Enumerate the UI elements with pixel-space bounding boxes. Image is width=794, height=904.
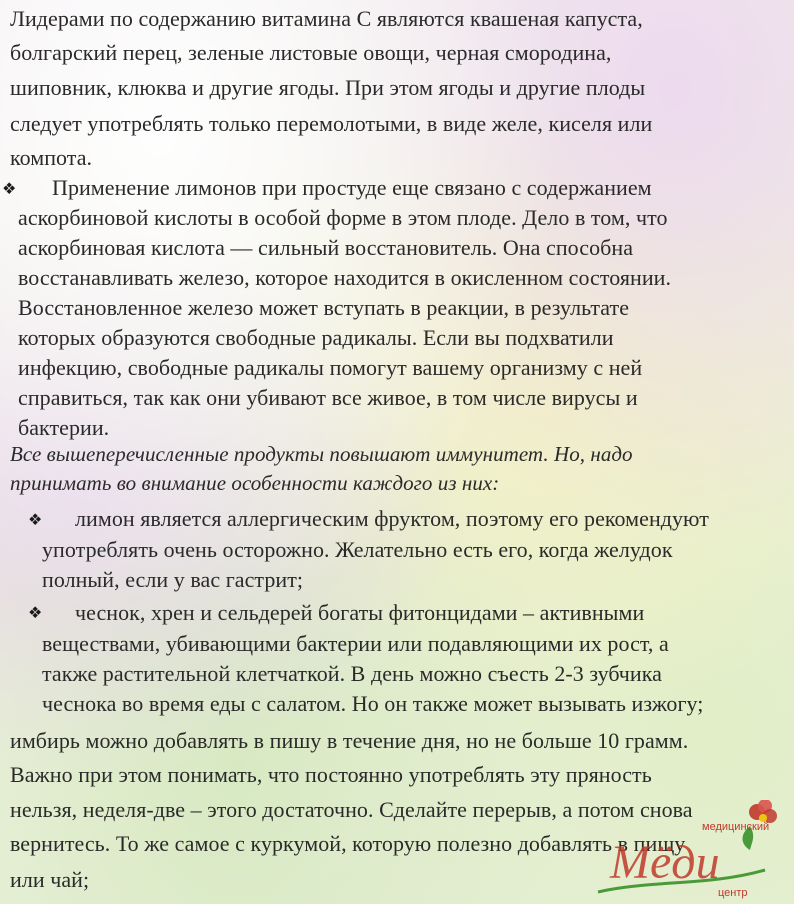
bullet-diamond-icon: ❖ bbox=[2, 179, 17, 198]
outro-line: имбирь можно добавлять в пишу в течение дня, но не больше 10 грамм. bbox=[10, 728, 689, 753]
outro-line: вернитесь. То же самое с куркумой, которую полезно добавлять в пищу bbox=[10, 831, 686, 856]
lemon-paragraph-line: инфекцию, свободные радикалы помогут вашему организму с ней bbox=[18, 355, 643, 380]
lemon-paragraph-line: Восстановленное железо может вступать в реакции, в результате bbox=[18, 295, 630, 320]
list-item-line: также растительной клетчаткой. В день можно съесть 2-3 зубчика bbox=[42, 661, 662, 686]
list-item-line: чеснок, хрен и сельдерей богаты фитонцидами – активными bbox=[75, 600, 645, 625]
lemon-paragraph-line: восстанавливать железо, которое находится в окисленном состоянии. bbox=[18, 265, 672, 290]
intro-line: Лидерами по содержанию витамина С являются квашеная капуста, bbox=[10, 6, 643, 31]
outro-line: или чай; bbox=[10, 867, 90, 892]
list-item-line: чеснока во время еды с салатом. Но он также может вызывать изжогу; bbox=[42, 691, 704, 716]
lemon-paragraph-line: аскорбиновой кислоты в особой форме в этом плоде. Дело в том, что bbox=[18, 205, 668, 230]
logo-bottom-text: центр bbox=[718, 887, 748, 899]
outro-line: нельзя, неделя-две – этого достаточно. Сделайте перерыв, а потом снова bbox=[10, 797, 693, 822]
logo-top-text: медицинский bbox=[702, 821, 770, 833]
logo-name-text: Мёди bbox=[610, 836, 720, 889]
lemon-paragraph-line: бактерии. bbox=[18, 415, 110, 440]
italic-note-line: Все вышеперечисленные продукты повышают иммунитет. Но, надо bbox=[10, 442, 633, 466]
list-item-line: лимон является аллергическим фруктом, поэтому его рекомендуют bbox=[75, 506, 709, 531]
outro-line: Важно при этом понимать, что постоянно употреблять эту пряность bbox=[10, 762, 652, 787]
intro-line: компота. bbox=[10, 145, 93, 170]
bullet-diamond-icon: ❖ bbox=[28, 510, 43, 529]
intro-line: шиповник, клюква и другие ягоды. При этом ягоды и другие плоды bbox=[10, 75, 646, 100]
intro-line: болгарский перец, зеленые листовые овощи, черная смородина, bbox=[10, 40, 612, 65]
lemon-paragraph-line: аскорбиновая кислота — сильный восстановитель. Она способна bbox=[18, 235, 634, 260]
medical-center-logo bbox=[590, 800, 790, 904]
list-item-line: веществами, убивающими бактерии или подавляющими их рост, а bbox=[42, 631, 669, 656]
lemon-paragraph-line: Применение лимонов при простуде еще связано с содержанием bbox=[52, 175, 652, 200]
bullet-diamond-icon: ❖ bbox=[28, 603, 43, 622]
list-item-line: употреблять очень осторожно. Желательно есть его, когда желудок bbox=[42, 537, 673, 562]
lemon-paragraph-line: которых образуются свободные радикалы. Если вы подхватили bbox=[18, 325, 614, 350]
italic-note-line: принимать во внимание особенности каждого из них: bbox=[10, 471, 500, 495]
list-item-line: полный, если у вас гастрит; bbox=[42, 567, 304, 592]
intro-line: следует употреблять только перемолотыми, в виде желе, киселя или bbox=[10, 111, 653, 136]
lemon-paragraph-line: справиться, так как они убивают все живое, в том числе вирусы и bbox=[18, 385, 638, 410]
